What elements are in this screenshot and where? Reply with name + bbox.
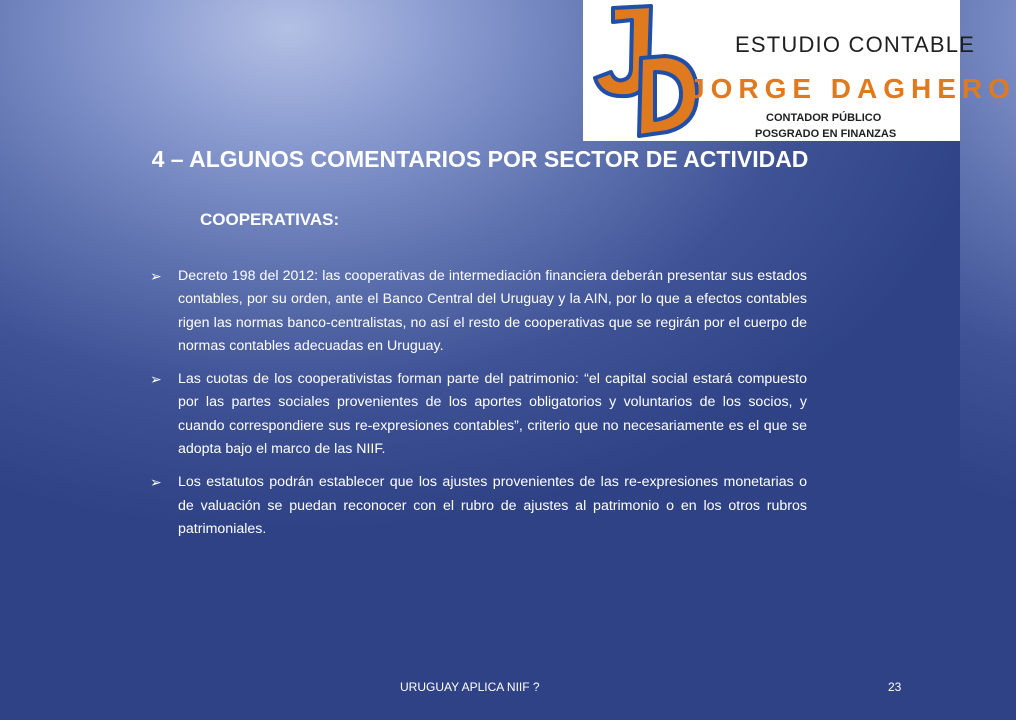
arrow-bullet-icon: ➢ xyxy=(150,268,162,284)
company-logo xyxy=(583,0,1016,141)
slide-title: 4 – ALGUNOS COMENTARIOS POR SECTOR DE ACTIVIDAD xyxy=(151,146,809,172)
footer-text: URUGUAY APLICA NIIF ? xyxy=(400,680,540,694)
arrow-bullet-icon: ➢ xyxy=(150,371,162,388)
logo-line-name: JORGE DAGHERO xyxy=(689,73,1016,104)
bullet-item xyxy=(150,368,807,461)
logo-line-contador: CONTADOR PÚBLICO xyxy=(766,112,882,124)
logo-line-estudio: ESTUDIO CONTABLE xyxy=(735,32,976,57)
bullet-list xyxy=(150,265,807,551)
bullet-text: Los estatutos podrán establecer que los ajustes provenientes de las re-expresiones monetarias o de valuación se puedan reconocer con el rubro de ajustes al patrimonio o en los otros rubros patrimoniales. xyxy=(178,474,807,537)
section-subtitle: COOPERATIVAS: xyxy=(200,210,340,229)
arrow-bullet-icon: ➢ xyxy=(150,474,162,491)
logo-line-posgrado: POSGRADO EN FINANZAS xyxy=(755,128,897,140)
bullet-item xyxy=(150,471,807,541)
page-number: 23 xyxy=(888,680,902,694)
bullet-text: Las cuotas de los cooperativistas forman parte del patrimonio: “el capital social estará compuesto por las partes sociales provenientes de los aportes obligatorios y voluntarios de los socios, y cuando correspondiere sus re-expresiones contables”, criterio que no necesariamente es el que se adopta bajo el marco de las NIIF. xyxy=(178,371,807,458)
bullet-item xyxy=(150,265,807,358)
bullet-text: Decreto 198 del 2012: las cooperativas de intermediación financiera deberán presentar sus estados contables, por su orden, ante el Banco Central del Uruguay y la AIN, por lo que a efectos contables rigen las normas banco-centralistas, no así el resto de cooperativas que se regirán por el cuerpo de normas contables adecuadas en Uruguay. xyxy=(178,268,807,354)
